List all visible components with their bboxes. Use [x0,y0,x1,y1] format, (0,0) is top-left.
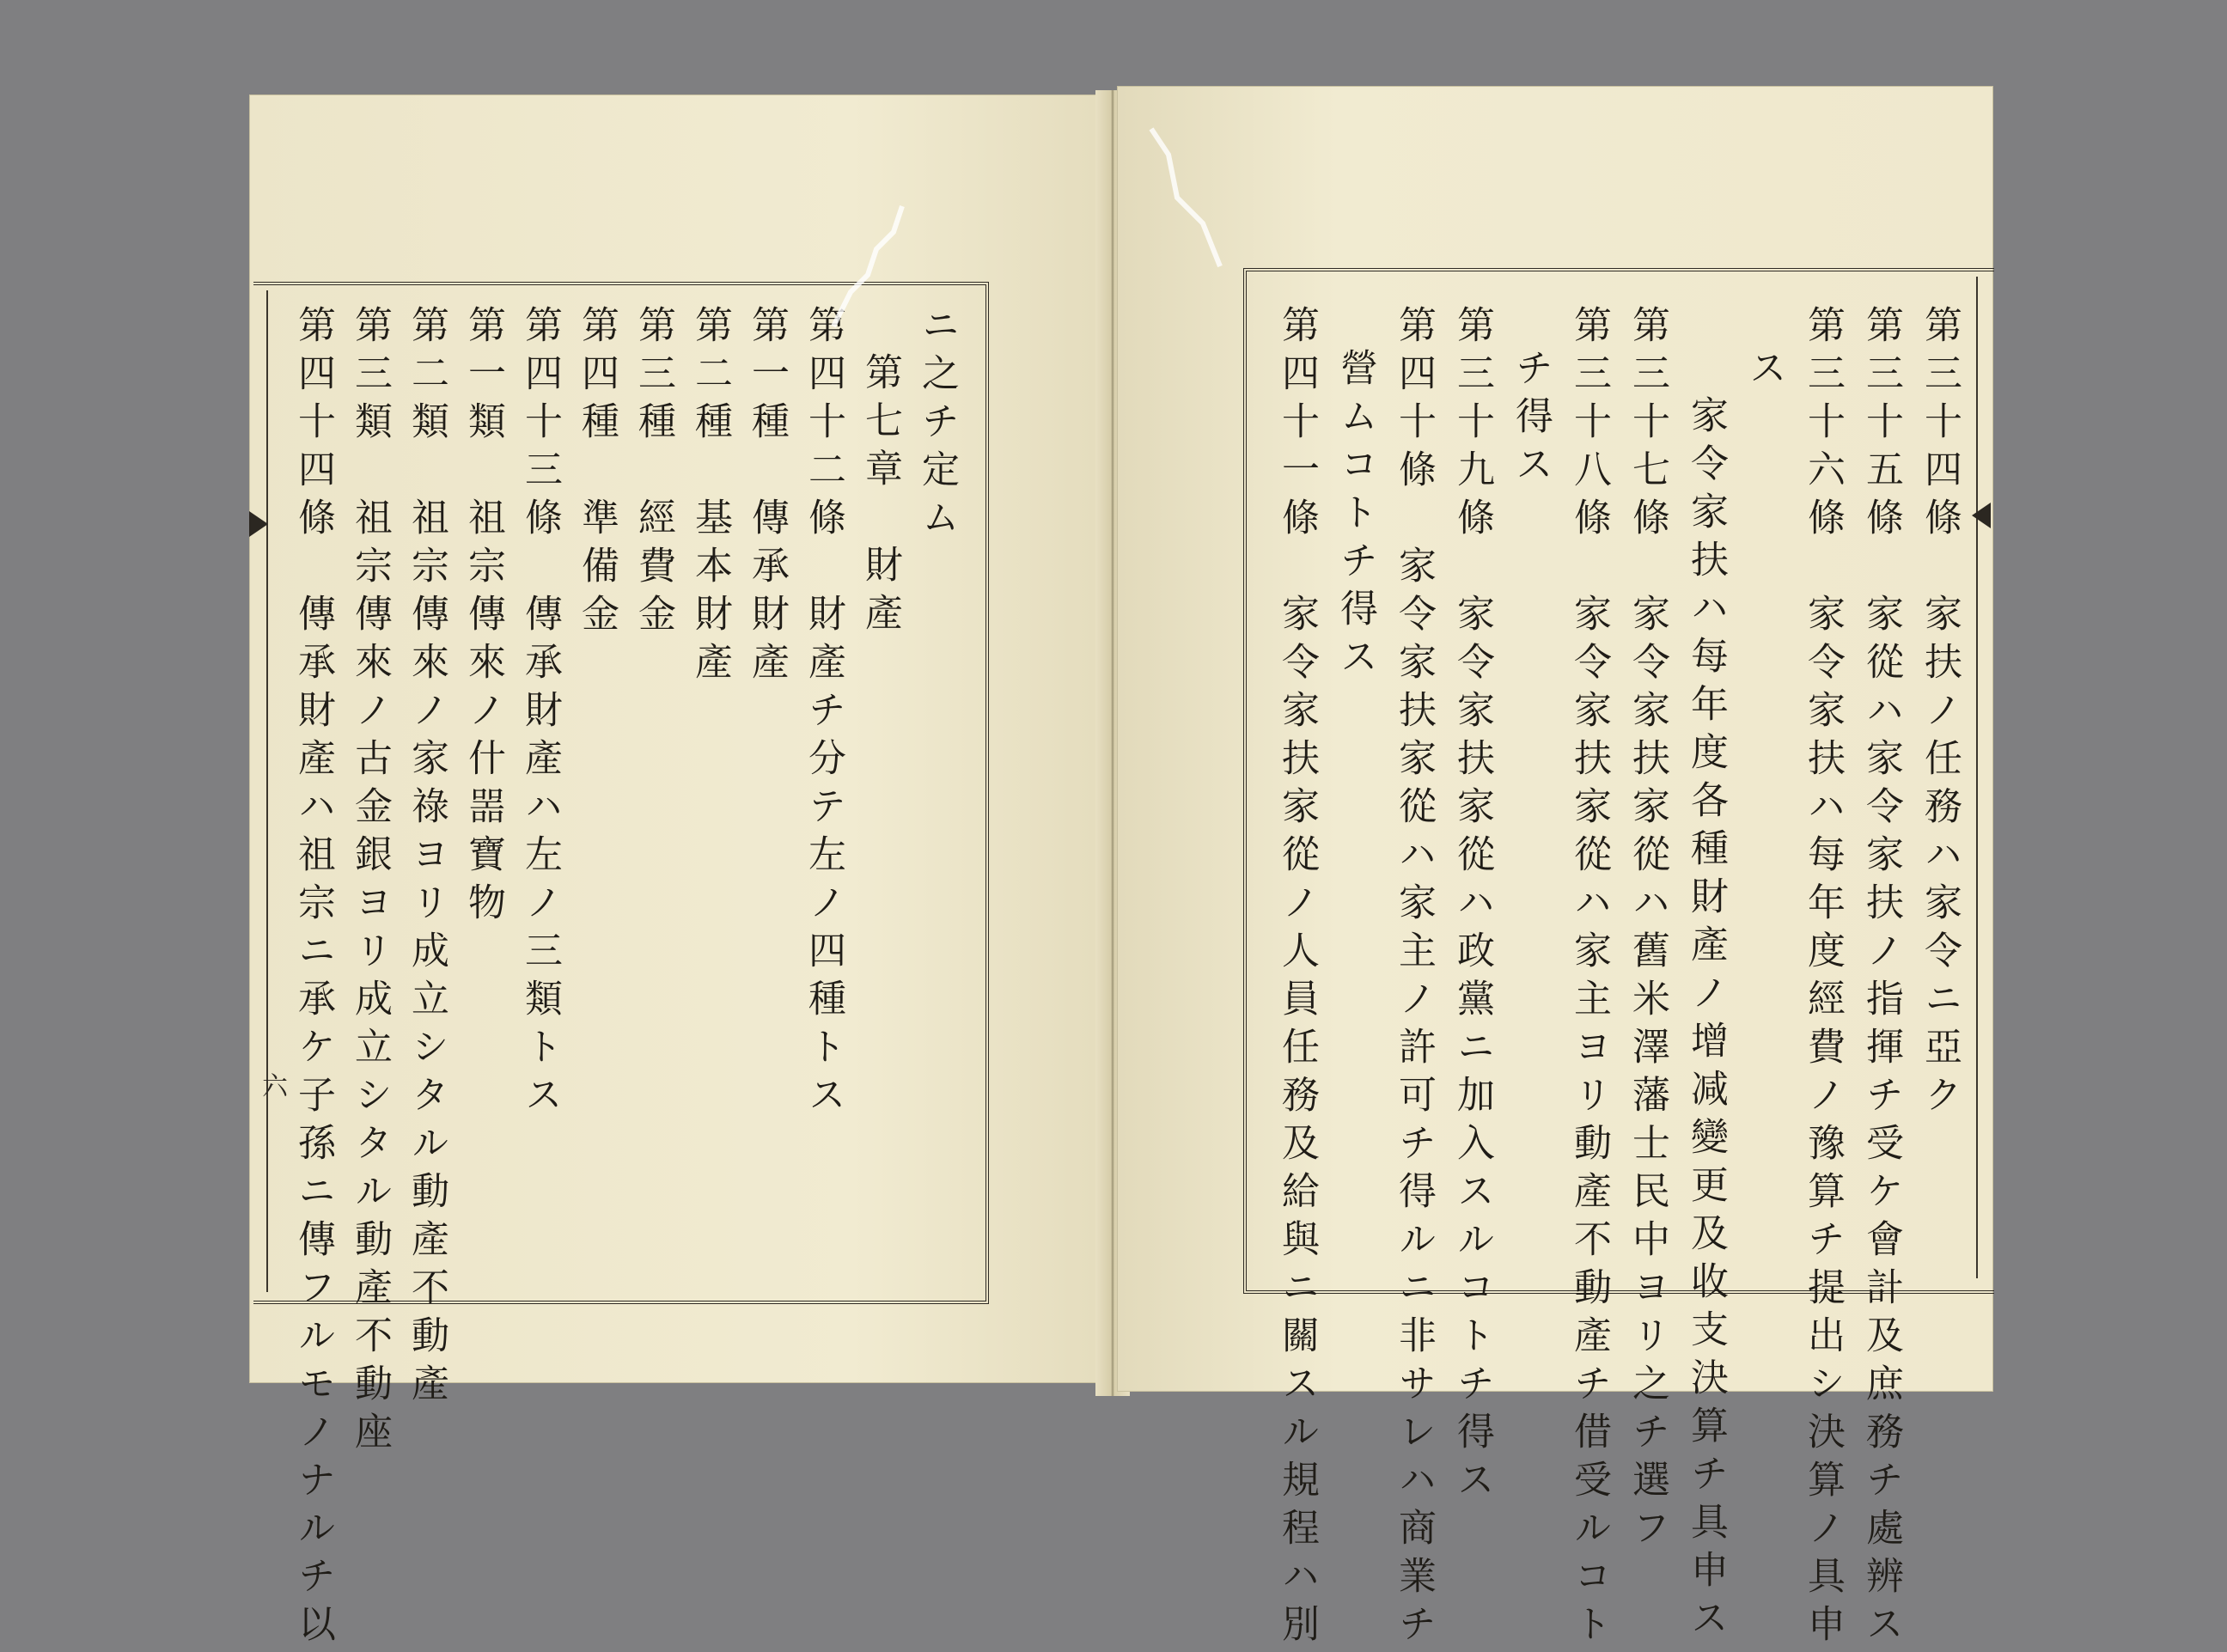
left-col-3: 第四十二條 財產チ分テ左ノ四種トス [802,305,845,1123]
right-page-inner-rule [1976,277,1978,1278]
left-col-11: 第三類 祖宗傳來ノ古金銀ヨリ成立シタル動產不動座 [348,305,392,1460]
left-page [249,94,1111,1652]
right-col-7: 第三十八條 家令家扶家從ハ家主ヨリ動產不動產チ借受ルコト [1567,305,1611,1652]
right-col-3: 第三十六條 家令家扶ハ每年度經費ノ豫算チ提出シ決算ノ具申 [1801,305,1845,1652]
right-col-11: 營ムコトチ得ス [1333,348,1377,685]
right-col-4: ス [1742,348,1786,396]
right-col-5: 家令家扶ハ每年度各種財產ノ增减變更及收支決算チ具申ス [1684,395,1728,1646]
left-col-4: 第一種 傳承財產 [745,305,789,690]
left-col-12: 第四十四條 傳承財產ハ祖宗ニ承ケ子孫ニ傳フルモノナルチ以 [291,305,335,1652]
left-page-inner-rule [266,290,268,1292]
left-col-6: 第三種 經費金 [631,305,675,642]
right-col-2: 第三十五條 家從ハ家令家扶ノ指揮チ受ケ會計及庶務チ處辨ス [1859,305,1903,1652]
right-col-12: 第四十一條 家令家扶家從ノ人員任務及給與ニ關スル規程ハ別 [1275,305,1319,1652]
right-col-8: チ得ス [1509,348,1553,492]
left-col-7: 第四種 準備金 [575,305,619,642]
page-number: 六 [257,1072,287,1098]
left-col-9: 第一類 祖宗傳來ノ什噐寶物 [461,305,505,930]
right-page [1117,86,1993,1652]
paper-damage-mark [1143,120,1246,292]
open-book [249,86,1993,1652]
right-col-1: 第三十四條 家扶ノ任務ハ家令ニ亞ク [1918,305,1962,1123]
paper-damage-mark [816,198,919,352]
right-col-6: 第三十七條 家令家扶家從ハ舊米澤藩士民中ヨリ之チ選フ [1626,305,1669,1556]
left-col-1: ニ之チ定ム [915,305,959,546]
right-col-10: 第四十條 家令家扶家從ハ家主ノ許可チ得ルニ非サレハ商業チ [1392,305,1436,1652]
left-col-8: 第四十三條 傳承財產ハ左ノ三類トス [518,305,562,1123]
left-col-5: 第二種 基本財產 [688,305,732,690]
left-col-10: 第二類 祖宗傳來ノ家祿ヨリ成立シタル動產不動產 [405,305,448,1411]
right-col-9: 第三十九條 家令家扶家從ハ政黨ニ加入スルコトチ得ス [1450,305,1494,1508]
left-col-2: 第七章 財產 [858,352,902,641]
